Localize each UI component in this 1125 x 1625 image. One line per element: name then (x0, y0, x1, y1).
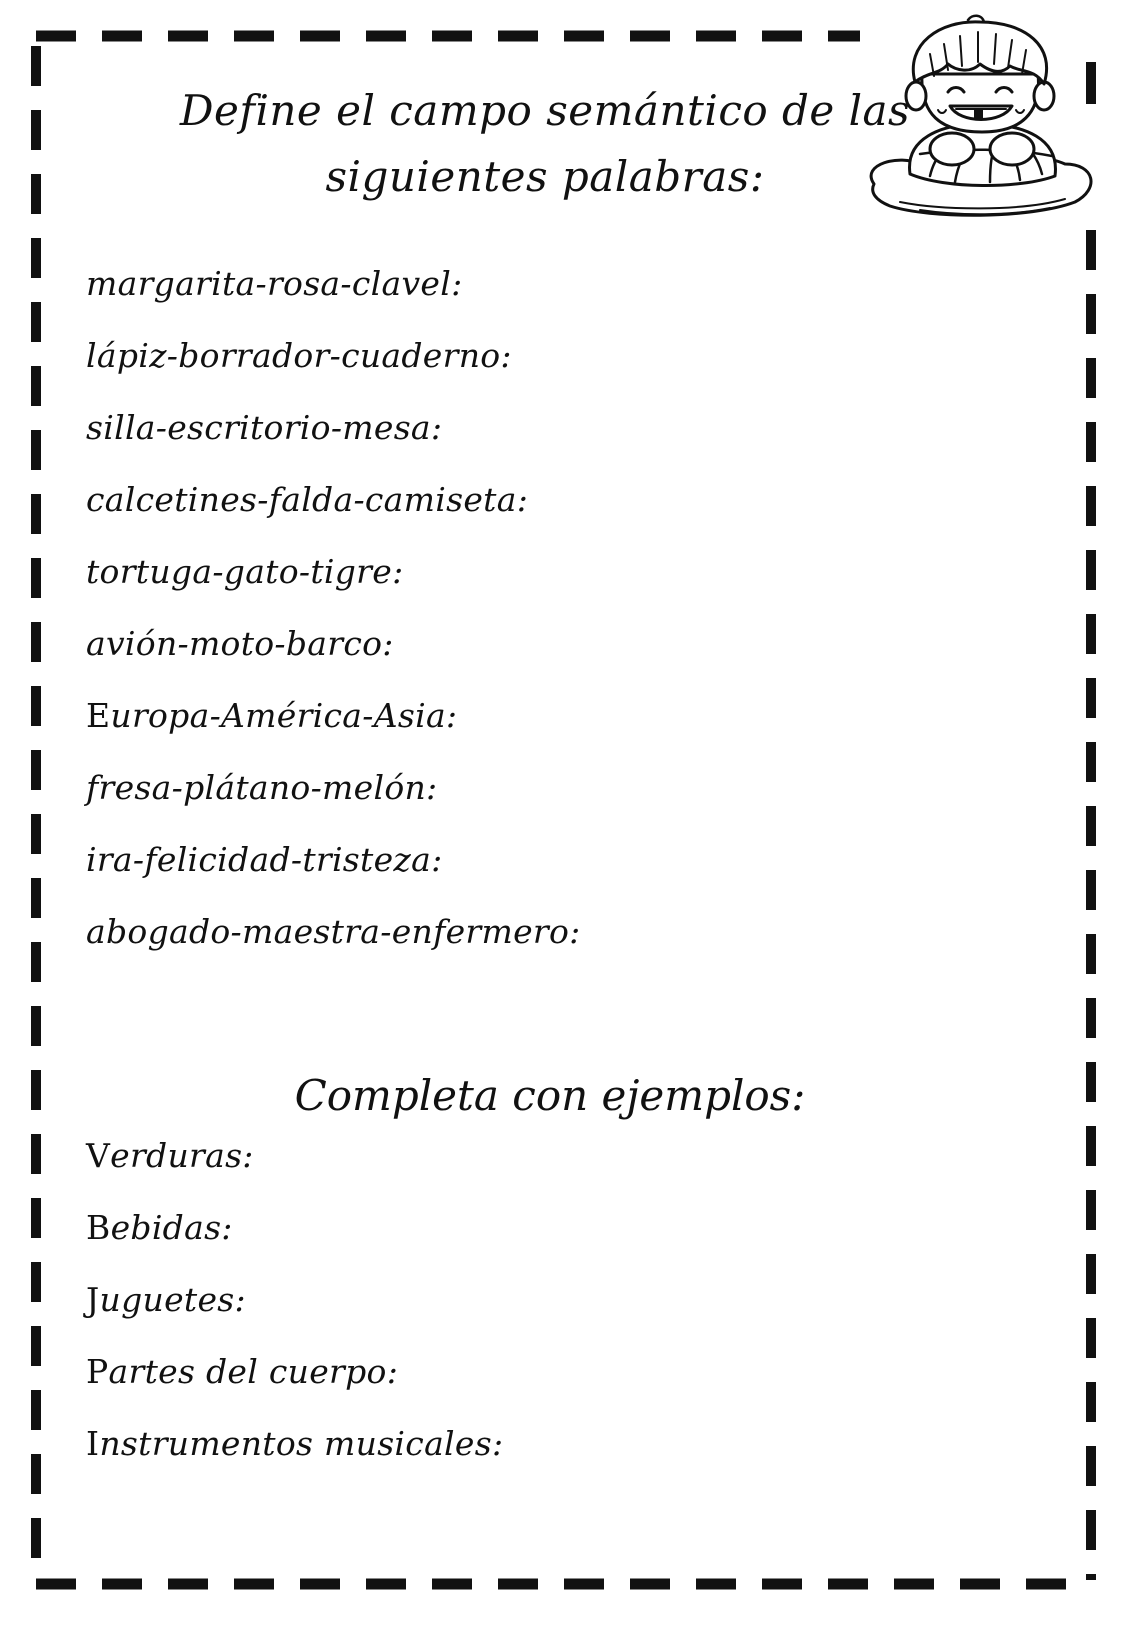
word-group-item: lápiz-borrador-cuaderno: (86, 336, 512, 375)
title-line-2: siguientes palabras: (325, 152, 765, 201)
word-group-item: calcetines-falda-camiseta: (86, 480, 529, 519)
category-item: Juguetes: (86, 1280, 246, 1319)
section-title-examples: Completa con ejemplos: (294, 1071, 806, 1120)
word-group-item: Europa-América-Asia: (86, 696, 458, 735)
word-group-item: avión-moto-barco: (86, 624, 394, 663)
word-group-item: abogado-maestra-enfermero: (86, 912, 581, 951)
title-line-1: Define el campo semántico de las (179, 86, 911, 135)
word-group-item: fresa-plátano-melón: (86, 768, 438, 807)
worksheet-title (150, 78, 940, 210)
word-group-item: ira-felicidad-tristeza: (86, 840, 443, 879)
word-group-item: tortuga-gato-tigre: (86, 552, 404, 591)
category-item: Instrumentos musicales: (86, 1424, 504, 1463)
category-item: Verduras: (86, 1136, 254, 1175)
category-item: Bebidas: (86, 1208, 233, 1247)
word-group-item: silla-escritorio-mesa: (86, 408, 443, 447)
word-group-item: margarita-rosa-clavel: (86, 264, 463, 303)
category-item: Partes del cuerpo: (86, 1352, 399, 1391)
